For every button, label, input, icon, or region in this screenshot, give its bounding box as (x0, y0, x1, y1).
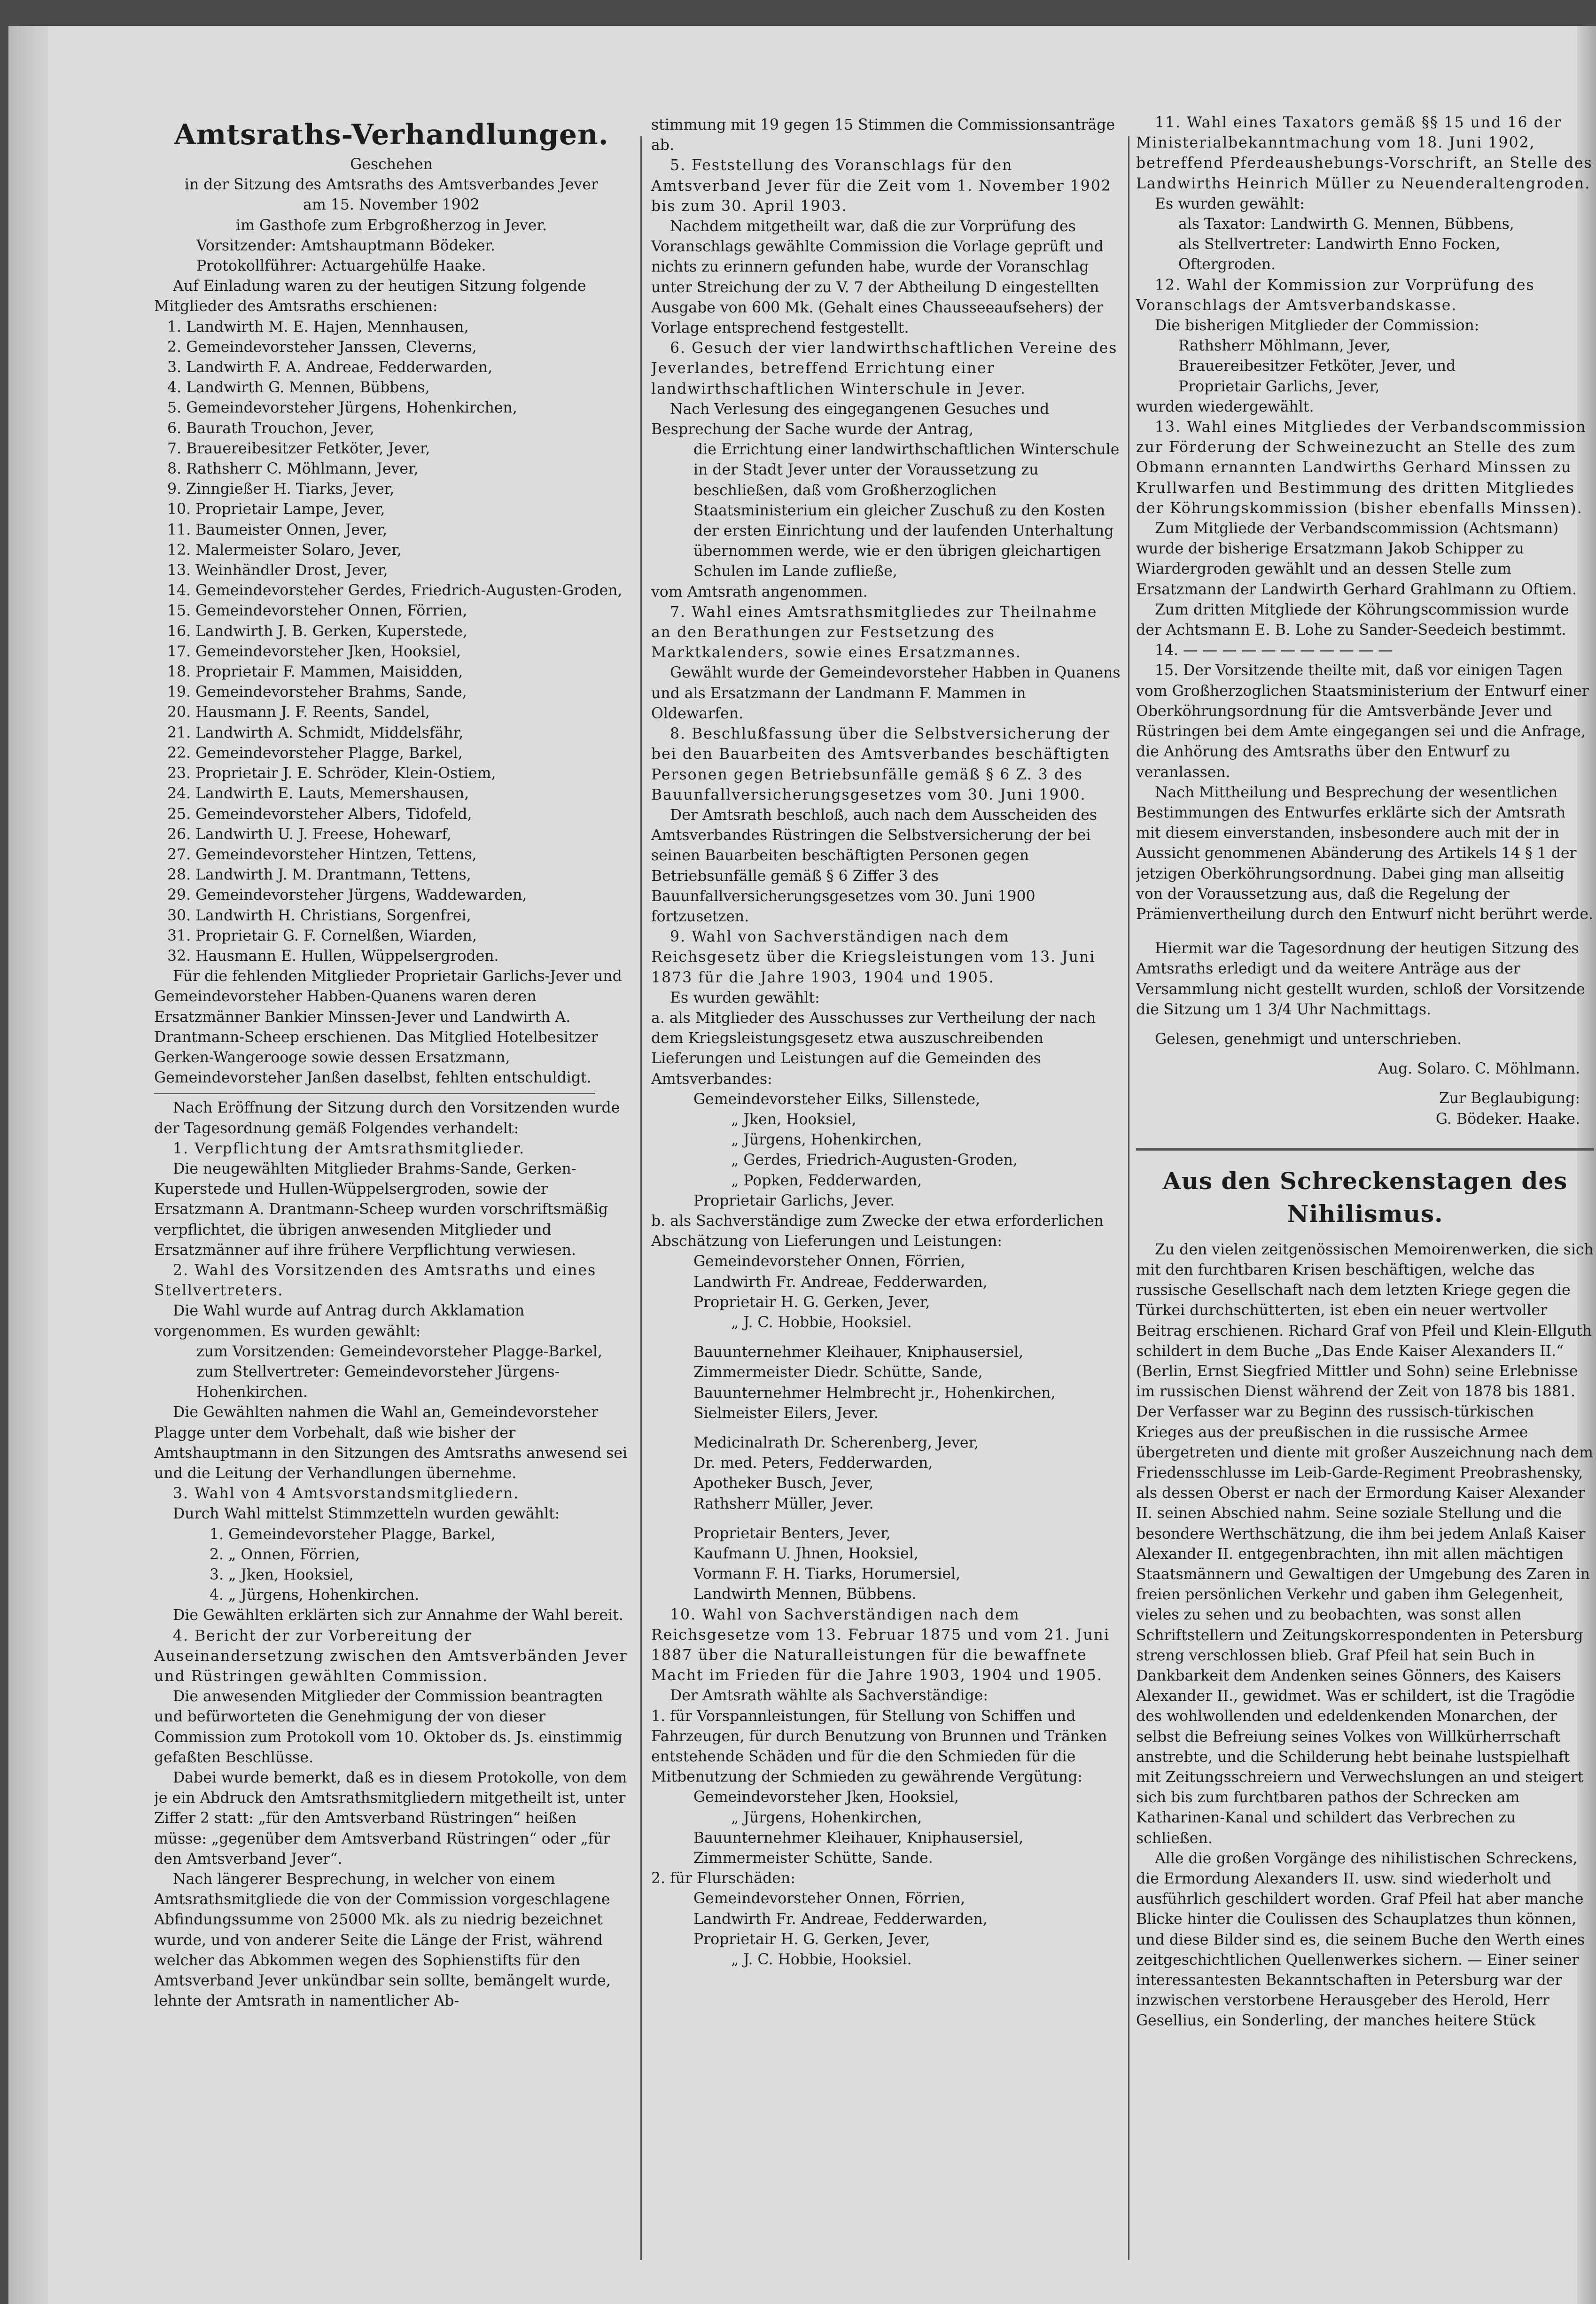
list-item: 25. Gemeindevorsteher Albers, Tidofeld, (167, 805, 472, 823)
list-item: Landwirth Fr. Andreae, Fedderwarden, (693, 1273, 988, 1291)
newspaper-page (8, 26, 1596, 2304)
elected-list (154, 1525, 629, 1606)
list-item: 3. Landwirth F. A. Andreae, Fedderwarden, (167, 359, 493, 376)
name-list (1136, 336, 1594, 397)
list-item: „ Jürgens, Hohenkirchen, (731, 1131, 922, 1149)
recorder-line: Protokollführer: Actuargehülfe Haake. (196, 257, 486, 275)
paragraph: Zu den vielen zeitgenössischen Memoirenwerken, die sich mit den furchtbaren Krisen beschäftigen, welche das russische Gesellschaft nach dem letzten Kriege gegen die Türkei durchschütterten, ist eben ein neuer wertvoller Beitrag erschienen. Richard Graf von Pfeil und Klein-Ellguth schildert in dem Buche „Das Ende Kaiser Alexanders II.“ (Berlin, Ernst Siegfried Mittler und Sohn) seine Erlebnisse im russischen Dienst während der Zeit von 1878 bis 1881. Der Verfasser war zu Beginn des russisch-türkischen Krieges aus der preußischen in die russische Armee übergetreten und diente mit großer Auszeichnung nach dem Friedensschlusse im Leib-Garde-Regiment Preobrashensky, als dessen Oberst er nach der Ermordung Kaiser Alexander II. seinen Abschied nahm. Seine soziale Stellung und die besondere Werthschätzung, die ihm bei jedem Anlaß Kaiser Alexander II. entgegenbrachten, ihn mit allen mächtigen Staatsmännern und Gewaltigen der Umgebung des Zaren in freien persönlichen Verkehr und gaben ihm Gelegenheit, vieles zu sehen und zu beobachten, was sonst allen Schriftstellern und Zeitungskorrespondenten in Petersburg streng verschlossen blieb. Graf Pfeil hat sein Buch in Dankbarkeit dem Andenken seines Gönners, des Kaisers Alexander II., gewidmet. Was er schildert, ist die Tragödie des wohlwollenden und edeldenkenden Monarchen, der selbst die Befreiung seines Volkes von Willkürherrschaft anstrebte, und die Schilderung hebt beinahe lustspielhaft mit Zeitungsschreiern und Verwechslungen an und steigert sich bis zum furchtbaren pathos der Schrecken am Katharinen-Kanal und schildert das Verbrechen zu schließen. (1136, 1241, 1594, 1847)
list-item: Vormann F. H. Tiarks, Horumersiel, (693, 1565, 961, 1583)
paragraph: Auf Einladung waren zu der heutigen Sitzung folgende Mitglieder des Amtsraths erschienen: (154, 278, 586, 315)
column-divider (640, 136, 642, 2260)
list-item: Bauunternehmer Kleihauer, Kniphausersiel, (693, 1344, 1024, 1361)
certification-label: Zur Beglaubigung: (1439, 1090, 1580, 1107)
list-item: Kaufmann U. Jhnen, Hooksiel, (693, 1545, 919, 1563)
list-item: Zimmermeister Schütte, Sande. (693, 1850, 933, 1867)
quoted-motion: die Errichtung einer landwirthschaftlichen Winterschule in der Stadt Jever unter der Voraussetzung zu beschließen, daß vom Großherzoglichen Staatsministerium ein gleicher Zuschuß zu den Kosten der ersten Einrichtung und der laufenden Unterhaltung übernommen werde, wie er den übrigen gleichartigen Schulen im Lande zufließe, (693, 441, 1120, 580)
column-3 (1136, 113, 1594, 2283)
list-item: 4. Landwirth G. Mennen, Bübbens, (167, 379, 430, 397)
list-item: 5. Gemeindevorsteher Jürgens, Hohenkirchen, (167, 399, 517, 417)
name-list (651, 1252, 1121, 1333)
article-title: Aus den Schreckenstagen des Nihilismus. (1162, 1167, 1568, 1228)
paragraph: Die bisherigen Mitglieder der Commission: (1155, 317, 1479, 335)
spacer (1136, 925, 1594, 939)
list-item: 8. Rathsherr C. Möhlmann, Jever, (167, 460, 419, 478)
list-item: 17. Gemeindevorsteher Jken, Hooksiel, (167, 643, 461, 660)
list-item: 19. Gemeindevorsteher Brahms, Sande, (167, 684, 467, 701)
spacer (1136, 1050, 1594, 1059)
election-line: zum Stellvertreter: Gemeindevorsteher Jürgens-Hohenkirchen. (196, 1363, 560, 1401)
paragraph: b. als Sachverständige zum Zwecke der etwa erforderlichen Abschätzung von Lieferungen und Leistungen: (651, 1212, 1104, 1250)
paragraph: 2. für Flurschäden: (651, 1870, 795, 1887)
agenda-heading: 3. Wahl von 4 Amtsvorstandsmitgliedern. (173, 1485, 520, 1502)
list-item: „ Popken, Fedderwarden, (731, 1172, 922, 1189)
agenda-heading: 7. Wahl eines Amtsrathsmitgliedes zur Theilnahme an den Berathungen zur Festsetzung des Marktkalenders, sowie eines Ersatzmannes. (651, 603, 1098, 662)
name-list (651, 1090, 1121, 1211)
election-line: als Taxator: Landwirth G. Mennen, Bübbens, (1178, 216, 1514, 233)
closing-line: Gelesen, genehmigt und unterschrieben. (1155, 1030, 1462, 1048)
paragraph: Die neugewählten Mitglieder Brahms-Sande, Gerken-Kuperstede und Hullen-Wüppelsergroden, sowie der Ersatzmann A. Drantmann-Scheep wurden vorschriftsmäßig verpflichtet, die übrigen anwesenden Mitglieder und Ersatzmänner auf ihre frühere Verpflichtung verwiesen. (154, 1160, 608, 1259)
divider (1136, 1148, 1594, 1151)
paragraph: Dabei wurde bemerkt, daß es in diesem Protokolle, von dem je ein Abdruck den Amtsrathsmitgliedern mitgetheilt ist, unter Ziffer 2 statt: „für den Amtsverband Rüstringen“ heißen müsse: „gegenüber dem Amtsverband Rüstringen“ oder „für den Amtsverband Jever“. (154, 1769, 627, 1868)
paragraph: vom Amtsrath angenommen. (651, 583, 868, 600)
column-1 (154, 115, 629, 2286)
list-item: Gemeindevorsteher Onnen, Förrien, (693, 1890, 965, 1907)
column-2 (651, 115, 1121, 2286)
paragraph: Nach längerer Besprechung, in welcher von einem Amtsrathsmitgliede die von der Commission vorgeschlagene Abfindungssumme von 25000 Mk. als zu niedrig bezeichnet wurde, und von anderer Seite die Länge der Frist, während welcher das Abkommen wegen des Sophienstifts für den Amtsverband Jever unkündbar sein sollte, bemängelt wurde, lehnte der Amtsrath in namentlicher Ab- (154, 1871, 611, 2010)
list-item: „ Jken, Hooksiel, (731, 1111, 856, 1128)
name-list (651, 1889, 1121, 1970)
list-item: 24. Landwirth E. Lauts, Memershausen, (167, 785, 469, 802)
signature-line: G. Bödeker. Haake. (1435, 1110, 1580, 1128)
list-item: Brauereibesitzer Fetköter, Jever, und (1178, 358, 1456, 375)
spacer (651, 1514, 1121, 1524)
agenda-heading: 1. Verpflichtung der Amtsrathsmitglieder. (173, 1140, 525, 1157)
agenda-heading: 12. Wahl der Kommission zur Vorprüfung des Voranschlags der Amtsverbandskasse. (1136, 276, 1535, 314)
paragraph: Hiermit war die Tagesordnung der heutigen Sitzung des Amtsraths erledigt und da weitere Anträge aus der Versammlung nicht gestellt wurden, schloß der Vorsitzende die Sitzung um 1 3/4 Uhr Nachmittags. (1136, 940, 1585, 1018)
agenda-heading: 8. Beschlußfassung über die Selbstversicherung der bei den Bauarbeiten des Amtsverbandes beschäftigten Personen gegen Betriebsunfälle gemäß § 6 Z. 3 des Bauunfallversicherungsgesetzes vom 30. Juni 1900. (651, 725, 1111, 803)
intro-line: im Gasthofe zum Erbgroßherzog in Jever. (236, 217, 547, 234)
list-item: 6. Baurath Trouchon, Jever, (167, 420, 374, 437)
list-item: Apotheker Busch, Jever, (693, 1475, 874, 1492)
list-item: Medicinalrath Dr. Scherenberg, Jever, (693, 1434, 979, 1451)
paragraph: Die Wahl wurde auf Antrag durch Akklamation vorgenommen. Es wurden gewählt: (154, 1302, 525, 1340)
paragraph: Zum Mitgliede der Verbandscommission (Achtsmann) wurde der bisherige Ersatzmann Jakob Schipper zu Wiardergroden gewählt und an dessen Stelle zum Ersatzmann der Landwirth Gerhard Grahlmann zu Oftiem. (1136, 520, 1577, 598)
list-item: 7. Brauereibesitzer Fetköter, Jever, (167, 440, 430, 457)
list-item: 27. Gemeindevorsteher Hintzen, Tettens, (167, 846, 477, 863)
signature-line: Aug. Solaro. C. Möhlmann. (1378, 1060, 1580, 1078)
list-item: Dr. med. Peters, Fedderwarden, (693, 1455, 933, 1472)
chair-line: Vorsitzender: Amtshauptmann Bödeker. (196, 237, 495, 254)
list-item: 21. Landwirth A. Schmidt, Middelsfähr, (167, 724, 464, 741)
list-item: 11. Baumeister Onnen, Jever, (167, 521, 388, 538)
paragraph: Nach Eröffnung der Sitzung durch den Vorsitzenden wurde der Tagesordnung gemäß Folgendes verhandelt: (154, 1099, 620, 1137)
divider (154, 1093, 595, 1094)
intro-line: Geschehen (350, 156, 433, 173)
agenda-heading: 4. Bericht der zur Vorbereitung der Auseinandersetzung zwischen den Amtsverbänden Jever und Rüstringen gewählten Commission. (154, 1627, 628, 1685)
list-item: Landwirth Fr. Andreae, Fedderwarden, (693, 1910, 988, 1928)
list-item: 10. Proprietair Lampe, Jever, (167, 501, 385, 518)
list-item: „ Gerdes, Friedrich-Augusten-Groden, (731, 1152, 1018, 1169)
list-item: Gemeindevorsteher Onnen, Förrien, (693, 1253, 965, 1270)
list-item: Zimmermeister Diedr. Schütte, Sande, (693, 1364, 983, 1381)
election-line: zum Vorsitzenden: Gemeindevorsteher Plagge-Barkel, (196, 1343, 603, 1360)
list-item: 1. Landwirth M. E. Hajen, Mennhausen, (167, 318, 469, 335)
agenda-heading: 6. Gesuch der vier landwirthschaftlichen Vereine des Jeverlandes, betreffend Errichtung einer landwirthschaftlichen Winterschule in Jever. (651, 340, 1118, 397)
list-item: 20. Hausmann J. F. Reents, Sandel, (167, 704, 430, 721)
paragraph: Nachdem mitgetheilt war, daß die zur Vorprüfung des Voranschlags gewählte Commission die Vorlage geprüft und nichts zu erinnern gefunden habe, wurde der Voranschlag unter Streichung der zu V. 7 der Abtheilung D eingestellten Ausgabe von 600 Mk. (Gehalt eines Chausseeaufsehers) der Vorlage entsprechend festgestellt. (651, 218, 1104, 337)
list-item: 14. Gemeindevorsteher Gerdes, Friedrich-Augusten-Groden, (167, 582, 623, 599)
list-item: Gemeindevorsteher Jken, Hooksiel, (693, 1789, 959, 1806)
list-item: 1. Gemeindevorsteher Plagge, Barkel, (210, 1526, 496, 1543)
paragraph: 1. für Vorspannleistungen, für Stellung von Schiffen und Fahrzeugen, für durch Benutzung von Brunnen und Tränken entstehende Schäden und für die den Schmieden für die Mitbenutzung der Schmieden zu gewährende Vergütung: (651, 1707, 1107, 1786)
paragraph: Zum dritten Mitgliede der Köhrungscommission wurde der Achtsmann E. B. Lohe zu Sander-Seedeich bestimmt. (1136, 601, 1569, 639)
paragraph: Der Amtsrath wählte als Sachverständige: (670, 1687, 988, 1705)
election-line: als Stellvertreter: Landwirth Enno Focken, Oftergroden. (1178, 236, 1501, 273)
paragraph: Alle die großen Vorgänge des nihilistischen Schreckens, die Ermordung Alexanders II. usw. sind wiederholt und ausführlich geschildert worden. Graf Pfeil hat aber manche Blicke hinter die Coulissen des Schauplatzes thun können, und diese Bilder sind es, die seinem Buche den Werth eines zeitgeschichtlichen Quellenwerkes sichern. — Einer seiner interessantesten Bekanntschaften in Petersburg war der inzwischen verstorbene Herausgeber des Herold, Herr Gesellius, ein Sonderling, der manches heitere Stück (1136, 1850, 1585, 2030)
list-item: 16. Landwirth J. B. Gerken, Kuperstede, (167, 623, 467, 640)
intro-line: am 15. November 1902 (303, 196, 480, 214)
spacer (1136, 1230, 1594, 1240)
name-list (651, 1787, 1121, 1868)
list-item: 4. „ Jürgens, Hohenkirchen. (210, 1587, 420, 1604)
list-item: 32. Hausmann E. Hullen, Wüppelsergroden. (167, 947, 499, 965)
list-item: Rathsherr Möhlmann, Jever, (1178, 337, 1391, 355)
agenda-heading: 10. Wahl von Sachverständigen nach dem Reichsgesetze vom 13. Februar 1875 und vom 21. Juni 1887 über die Naturalleistungen für die bewaffnete Macht im Frieden für die Jahre 1903, 1904 und 1905. (651, 1606, 1110, 1684)
paragraph: Durch Wahl mittelst Stimmzetteln wurden gewählt: (173, 1505, 560, 1523)
paragraph: Gewählt wurde der Gemeindevorsteher Habben in Quanens und als Ersatzmann der Landmann F. Mammen in Oldewarfen. (651, 664, 1121, 722)
list-item: 26. Landwirth U. J. Freese, Hohewarf, (167, 825, 452, 843)
list-item: Proprietair Benters, Jever, (693, 1525, 891, 1542)
list-item: 12. Malermeister Solaro, Jever, (167, 541, 402, 559)
list-item: 9. Zinngießer H. Tiarks, Jever, (167, 481, 395, 498)
list-item: 2. Gemeindevorsteher Janssen, Cleverns, (167, 338, 477, 356)
spacer (651, 1333, 1121, 1342)
agenda-heading: 9. Wahl von Sachverständigen nach dem Reichsgesetz über die Kriegsleistungen vom 13. Juni 1873 für die Jahre 1903, 1904 und 1905. (651, 928, 1096, 986)
list-item: Proprietair H. G. Gerken, Jever, (693, 1930, 930, 1948)
paragraph: Für die fehlenden Mitglieder Proprietair Garlichs-Jever und Gemeindevorsteher Habben-Quanens waren deren Ersatzmänner Bankier Minssen-Jever und Landwirth A. Drantmann-Scheep erschienen. Das Mitglied Hotelbesitzer Gerken-Wangerooge sowie dessen Ersatzmann, Gemeindevorsteher Janßen daselbst, fehlten entschuldigt. (154, 968, 622, 1087)
paragraph: Die Gewählten nahmen die Wahl an, Gemeindevorsteher Plagge unter dem Vorbehalt, daß wie bisher der Amtshauptmann in den Sitzungen des Amtsraths anwesend sei und die Leitung der Verhandlungen übernehme. (154, 1404, 628, 1482)
list-item: Gemeindevorsteher Eilks, Sillenstede, (693, 1090, 981, 1108)
list-item: 13. Weinhändler Drost, Jever, (167, 562, 388, 579)
list-item: 18. Proprietair F. Mammen, Maisidden, (167, 663, 463, 681)
list-item: Proprietair Garlichs, Jever. (693, 1192, 895, 1209)
member-list (154, 317, 629, 967)
paragraph: Nach Mittheilung und Besprechung der wesentlichen Bestimmungen des Entwurfes erklärte sich der Amtsrath mit diesem einverstanden, insbesondere auch mit der in Aussicht genommenen Abänderung des Artikels 14 § 1 der jetzigen Oberköhrungsordnung. Dabei ging man allseitig von der Voraussetzung aus, daß die Regelung der Prämienvertheilung durch den Entwurf nicht berührt werde. (1136, 784, 1593, 923)
list-item: Proprietair H. G. Gerken, Jever, (693, 1293, 930, 1311)
spacer (1136, 1079, 1594, 1089)
name-list (651, 1433, 1121, 1514)
list-item: „ J. C. Hobbie, Hooksiel. (731, 1314, 912, 1331)
list-item: 3. „ Jken, Hooksiel, (210, 1566, 354, 1584)
paragraph: 15. Der Vorsitzende theilte mit, daß vor einigen Tagen vom Großherzoglichen Staatsministerium der Entwurf einer Oberköhrungsordnung für die Amtsverbände Jever und Rüstringen bei dem Amte eingegangen sei und die Anfrage, die Anhörung des Amtsraths über den Entwurf zu veranlassen. (1136, 662, 1589, 781)
paragraph: Die Gewählten erklärten sich zur Annahme der Wahl bereit. (173, 1607, 623, 1624)
list-item: Proprietair Garlichs, Jever, (1178, 378, 1380, 395)
list-item: 31. Proprietair G. F. Cornelßen, Wiarden, (167, 927, 477, 944)
list-item: 23. Proprietair J. E. Schröder, Klein-Ostiem, (167, 765, 496, 782)
spacer (651, 1424, 1121, 1433)
list-item: Rathsherr Müller, Jever. (693, 1495, 874, 1512)
paragraph: Nach Verlesung des eingegangenen Gesuches und Besprechung der Sache wurde der Antrag, (651, 400, 1050, 438)
agenda-heading: 13. Wahl eines Mitgliedes der Verbandscommission zur Förderung der Schweinezucht an Stelle des zum Obmann ernannten Landwirths Gerhard Minssen zu Krullwarfen und Bestimmung des dritten Mitgliedes der Köhrungskommission (bisher ebenfalls Minssen). (1136, 419, 1587, 517)
list-item: „ J. C. Hobbie, Hooksiel. (731, 1951, 912, 1969)
list-item: 2. „ Onnen, Förrien, (210, 1546, 360, 1563)
article-title: Amtsraths-Verhandlungen. (174, 118, 609, 151)
list-item: 15. Gemeindevorsteher Onnen, Förrien, (167, 602, 467, 620)
list-item: Sielmeister Eilers, Jever. (693, 1404, 879, 1422)
list-item: 29. Gemeindevorsteher Jürgens, Waddewarden, (167, 887, 527, 904)
agenda-heading: 14. — — — — — — — — — — — (1155, 642, 1393, 659)
paragraph: stimmung mit 19 gegen 15 Stimmen die Commissionsanträge ab. (651, 117, 1115, 154)
agenda-heading: 11. Wahl eines Taxators gemäß §§ 15 und 16 der Ministerialbekanntmachung vom 18. Juni 1902, betreffend Pferdeaushebungs-Vorschrift, an Stelle des Landwirths Heinrich Müller zu Neuenderaltengroden. (1136, 114, 1593, 192)
list-item: Bauunternehmer Kleihauer, Kniphausersiel, (693, 1829, 1024, 1846)
name-list (651, 1524, 1121, 1605)
agenda-heading: 2. Wahl des Vorsitzenden des Amtsraths und eines Stellvertreters. (154, 1261, 597, 1300)
paragraph: Es wurden gewählt: (1155, 195, 1305, 212)
list-item: Landwirth Mennen, Bübbens. (693, 1586, 917, 1603)
list-item: „ Jürgens, Hohenkirchen, (731, 1809, 922, 1826)
intro-line: in der Sitzung des Amtsraths des Amtsverbandes Jever (184, 176, 599, 194)
page-binding (8, 26, 48, 2304)
list-item: Bauunternehmer Helmbrecht jr., Hohenkirchen, (693, 1384, 1056, 1401)
paragraph: Es wurden gewählt: (670, 989, 820, 1006)
paragraph: Der Amtsrath beschloß, auch nach dem Ausscheiden des Amtsverbandes Rüstringen die Selbstversicherung der bei seinen Bauarbeiten beschäftigten Personen gegen Betriebsunfälle gemäß § 6 Ziffer 3 des Bauunfallversicherungsgesetzes vom 30. Juni 1900 fortzusetzen. (651, 806, 1098, 925)
agenda-heading: 5. Feststellung des Voranschlags für den Amtsverband Jever für die Zeit vom 1. November 1902 bis zum 30. April 1903. (651, 157, 1112, 215)
name-list (651, 1342, 1121, 1424)
paragraph: wurden wiedergewählt. (1136, 398, 1314, 415)
paragraph: a. als Mitglieder des Ausschusses zur Vertheilung der nach dem Kriegsleistungsgesetz etwa auszuschreibenden Lieferungen und Leistungen auf die Gemeinden des Amtsverbandes: (651, 1009, 1096, 1088)
spacer (1136, 1020, 1594, 1029)
column-divider (1128, 136, 1129, 2260)
list-item: 30. Landwirth H. Christians, Sorgenfrei, (167, 907, 471, 924)
paragraph: Die anwesenden Mitglieder der Commission beantragten und befürworteten die Genehmigung der von dieser Commission zum Protokoll vom 10. Oktober ds. Js. einstimmig gefaßten Beschlüsse. (154, 1688, 623, 1766)
list-item: 28. Landwirth J. M. Drantmann, Tettens, (167, 866, 471, 884)
list-item: 22. Gemeindevorsteher Plagge, Barkel, (167, 744, 463, 762)
